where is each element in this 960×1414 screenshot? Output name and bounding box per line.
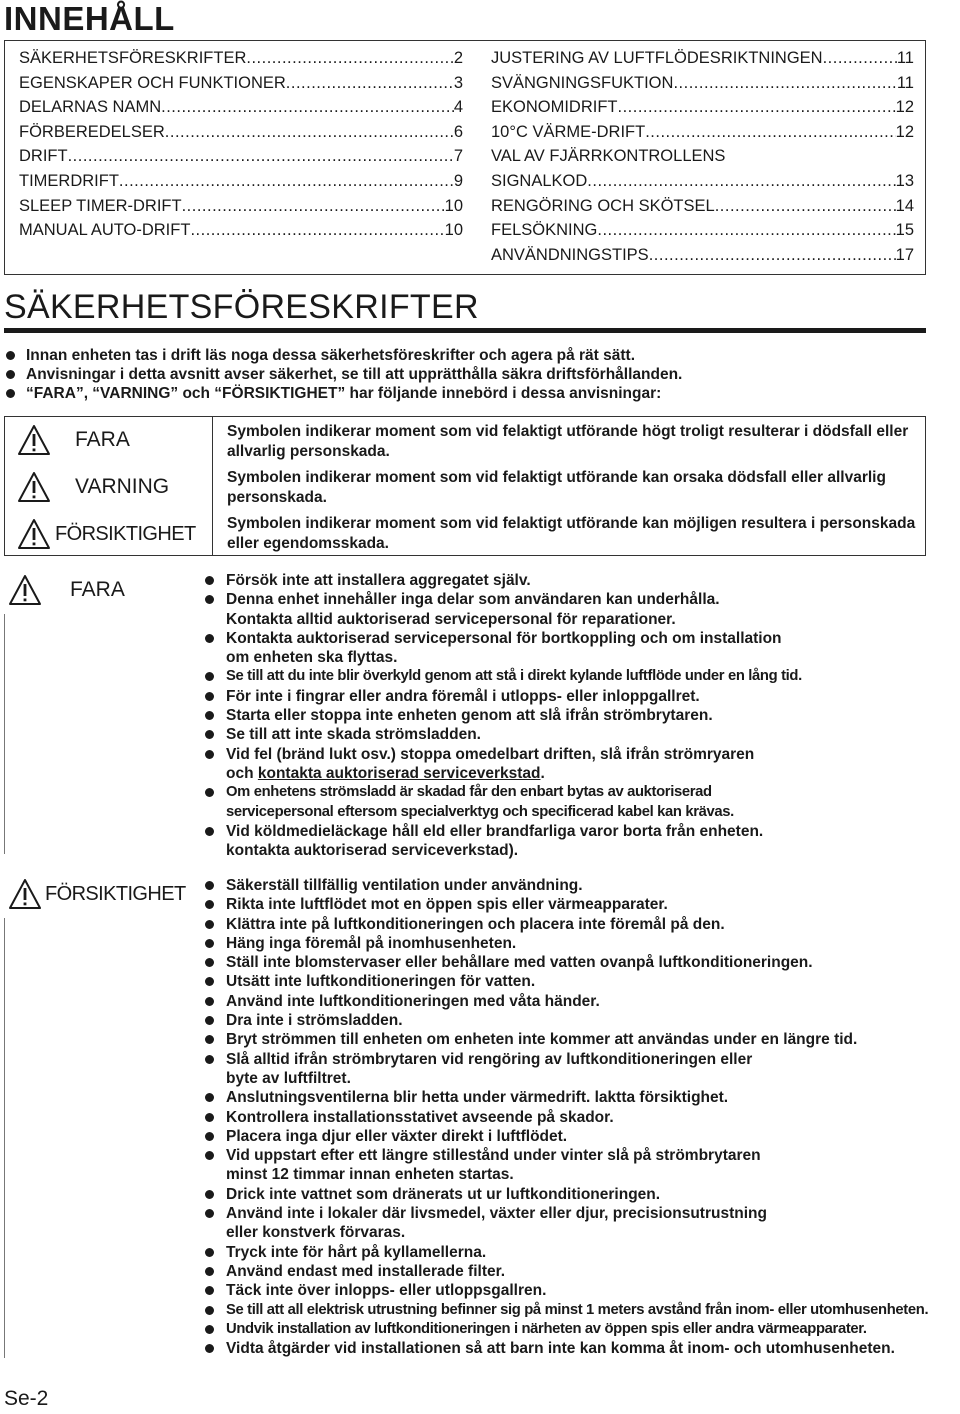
- bullet-icon: [6, 370, 15, 379]
- bullet-icon: [205, 1093, 214, 1102]
- toc-entry: [491, 71, 914, 96]
- list-item-text: Undvik installation av luftkonditioneringen i närheten av öppen spis eller andra värmeapparater.: [226, 1320, 867, 1337]
- list-item: [203, 1281, 928, 1300]
- contents-title: INNEHÅLL: [4, 0, 175, 37]
- warning-triangle-icon: [17, 424, 51, 456]
- list-item: [203, 992, 928, 1011]
- toc-leader-dots: [161, 95, 454, 120]
- table-divider: [212, 417, 213, 555]
- list-item: [203, 1204, 928, 1243]
- bullet-icon: [205, 1190, 214, 1199]
- list-item-text: Vid uppstart efter ett längre stillestånd under vinter slå på strömbrytaren minst 12 timmar innan enheten startas.: [226, 1147, 761, 1184]
- forsiktighet-heading: FÖRSIKTIGHET: [8, 878, 186, 910]
- toc-leader-dots: [190, 218, 444, 243]
- bullet-icon: [205, 1325, 214, 1334]
- list-item-text: Försök inte att installera aggregatet själv.: [226, 572, 531, 589]
- bullet-icon: [205, 977, 214, 986]
- toc-entry: [491, 194, 914, 219]
- list-item: [203, 667, 802, 686]
- toc-entry-title: ANVÄNDNINGSTIPS: [491, 245, 649, 264]
- intro-list: [4, 346, 682, 403]
- bullet-icon: [205, 730, 214, 739]
- warning-triangle-icon: [8, 574, 42, 606]
- toc-entry: [19, 71, 463, 96]
- toc-entry-title: MANUAL AUTO-DRIFT: [19, 221, 191, 240]
- toc-entry-title: RENGÖRING OCH SKÖTSEL: [491, 196, 715, 215]
- list-item-text-part: .: [540, 764, 545, 782]
- warning-triangle-icon: [8, 878, 42, 910]
- list-item: [203, 876, 928, 895]
- toc-entry-title: JUSTERING AV LUFTFLÖDESRIKTNINGEN: [491, 49, 823, 67]
- toc-entry-title: 10°C VÄRME-DRIFT: [491, 122, 646, 141]
- list-item-text: Klättra inte på luftkonditioneringen och placera inte föremål på den.: [226, 915, 725, 933]
- forsiktighet-list: [203, 876, 928, 1358]
- toc-entry: [491, 95, 914, 120]
- list-item: [203, 590, 802, 629]
- list-item-text: Se till att inte skada strömsladden.: [226, 726, 481, 744]
- section-title: SÄKERHETSFÖRESKRIFTER: [4, 288, 479, 326]
- bullet-icon: [205, 900, 214, 909]
- bullet-icon: [205, 672, 214, 681]
- bullet-icon: [205, 920, 214, 929]
- toc-page-number: 10: [444, 196, 463, 215]
- toc-entry-title: SVÄNGNINGSFUKTION: [491, 73, 674, 92]
- bullet-icon: [205, 997, 214, 1006]
- toc-entry: [491, 218, 914, 243]
- list-item: [203, 1185, 928, 1204]
- toc-page-number: 15: [895, 221, 914, 240]
- symbol-legend-table: [4, 416, 926, 556]
- toc-leader-dots: [165, 120, 454, 145]
- list-item-text: Se till att du inte blir överkyld genom att stå i direkt kylande luftflöde under en lång tid.: [226, 668, 802, 685]
- toc-page-number: 2: [453, 49, 463, 67]
- list-item: [203, 687, 802, 706]
- toc-entry-title: TIMERDRIFT: [19, 171, 119, 190]
- list-item-text: Denna enhet innehåller inga delar som användaren kan underhålla. Kontakta alltid auktoriserad servicepersonal för reparationer.: [226, 591, 720, 628]
- fara-list: [203, 571, 802, 860]
- toc-entry: [19, 144, 463, 169]
- toc-entry: [19, 194, 463, 219]
- list-item: [203, 934, 928, 953]
- list-item: [203, 571, 802, 590]
- bullet-icon: [205, 1248, 214, 1257]
- toc-entry-title-cont: SIGNALKOD: [491, 171, 588, 190]
- list-item-text: Drick inte vattnet som dränerats ut ur luftkonditioneringen.: [226, 1185, 661, 1203]
- bullet-icon: [205, 958, 214, 967]
- toc-entry: [491, 120, 914, 145]
- symbol-forsiktighet: FÖRSIKTIGHET: [17, 513, 207, 555]
- list-item: [203, 1243, 928, 1262]
- bullet-icon: [205, 1151, 214, 1160]
- list-item: [203, 915, 928, 934]
- underlined-text: kontakta auktoriserad serviceverkstad: [257, 764, 541, 782]
- symbol-varning: VARNING: [17, 466, 207, 508]
- bullet-icon: [205, 1306, 214, 1315]
- bullet-icon: [205, 1035, 214, 1044]
- list-item: [203, 1127, 928, 1146]
- bullet-icon: [205, 692, 214, 701]
- list-item: [203, 1320, 928, 1339]
- toc-leader-dots: [823, 46, 897, 71]
- list-item: [203, 953, 928, 972]
- bullet-icon: [205, 1055, 214, 1064]
- toc-entry-title: FELSÖKNING: [491, 221, 598, 240]
- list-item-text: Säkerställ tillfällig ventilation under användning.: [226, 877, 583, 894]
- list-item: [203, 629, 802, 668]
- list-item: [203, 1146, 928, 1185]
- toc-entry-title: SLEEP TIMER-DRIFT: [19, 196, 182, 215]
- list-item-text: Vid köldmedieläckage håll eld eller brandfarliga varor borta från enheten. kontakta auktoriserad serviceverkstad).: [226, 822, 764, 860]
- toc-page-number: 17: [895, 245, 914, 264]
- toc-entry-title: EKONOMIDRIFT: [491, 98, 618, 117]
- list-item-text: Täck inte över inlopps- eller utloppsgallren.: [226, 1282, 547, 1300]
- toc-entry: [19, 120, 463, 145]
- list-item-text: Använd endast med installerade filter.: [226, 1262, 506, 1280]
- bullet-icon: [205, 1209, 214, 1218]
- symbol-fara-desc: Symbolen indikerar moment som vid felaktigt utförande högt troligt resulterar i dödsfall eller allvarlig personskada.: [227, 423, 909, 460]
- toc-leader-dots: [182, 194, 445, 219]
- bullet-icon: [205, 1267, 214, 1276]
- toc-page-number: 12: [895, 122, 914, 141]
- toc-entry: [19, 169, 463, 194]
- toc-entry-title: FÖRBEREDELSER: [19, 122, 165, 141]
- list-item: [203, 1088, 928, 1107]
- toc-left-column: [19, 46, 463, 243]
- bullet-icon: [6, 351, 15, 360]
- toc-page-number: 14: [895, 196, 914, 215]
- bullet-icon: [205, 1286, 214, 1295]
- toc-right-column: [491, 46, 914, 267]
- toc-entry: [491, 144, 914, 169]
- list-item: [203, 725, 802, 744]
- toc-page-number: 11: [896, 49, 914, 67]
- fara-heading: FARA: [8, 574, 125, 606]
- list-item: [203, 745, 802, 784]
- bullet-icon: [205, 1344, 214, 1353]
- toc-entry: [491, 243, 914, 268]
- forsiktighet-rule: [4, 918, 5, 1358]
- list-item: [203, 895, 928, 914]
- list-item: [203, 1050, 928, 1089]
- toc-entry-title: EGENSKAPER OCH FUNKTIONER: [19, 73, 286, 92]
- list-item-text: Tryck inte för hårt på kyllamellerna.: [226, 1243, 487, 1261]
- symbol-varning-desc: Symbolen indikerar moment som vid felaktigt utförande kan orsaka dödsfall eller allvarlig personskada.: [227, 469, 886, 506]
- toc-leader-dots: [246, 46, 453, 71]
- toc-leader-dots: [597, 218, 895, 243]
- list-item-text: Kontrollera installationsstativet avseende på skador.: [226, 1108, 614, 1126]
- toc-leader-dots: [715, 194, 896, 219]
- list-item: [203, 1030, 928, 1049]
- list-item-text: Kontakta auktoriserad servicepersonal för bortkoppling och om installation om enheten ska flyttas.: [226, 629, 782, 667]
- bullet-icon: [205, 827, 214, 836]
- list-item: [203, 783, 802, 822]
- toc-entry: [19, 218, 463, 243]
- symbol-fara: FARA: [17, 419, 207, 461]
- bullet-icon: [6, 389, 15, 398]
- toc-entry: [491, 46, 914, 71]
- list-item-text: Använd inte i lokaler där livsmedel, växter eller djur, precisionsutrustning eller konstverk förvaras.: [226, 1205, 767, 1242]
- list-item-text: Bryt strömmen till enheten om enheten inte kommer att användas under en längre tid.: [226, 1031, 858, 1049]
- bullet-icon: [205, 634, 214, 643]
- toc-leader-dots: [649, 243, 896, 268]
- list-item: [203, 1262, 928, 1281]
- bullet-icon: [205, 1016, 214, 1025]
- bullet-icon: [205, 711, 214, 720]
- list-item: [203, 972, 928, 991]
- list-item-text: Dra inte i strömsladden.: [226, 1012, 403, 1030]
- list-item-text: Starta eller stoppa inte enheten genom att slå ifrån strömbrytaren.: [226, 707, 713, 725]
- list-item-text: Om enhetens strömsladd är skadad får den enbart bytas av auktoriserad servicepersonal eftersom specialverktyg och specificerad kabel kan krävas.: [226, 784, 734, 820]
- bullet-icon: [205, 595, 214, 604]
- toc-page-number: 10: [444, 221, 463, 240]
- toc-entry-title: SÄKERHETSFÖRESKRIFTER: [19, 49, 247, 67]
- list-item-text: För inte i fingrar eller andra föremål i utlopps- eller inloppgallret.: [226, 687, 700, 705]
- bullet-icon: [205, 881, 214, 890]
- intro-item: “FARA”, “VARNING” och “FÖRSIKTIGHET” har följande innebörd i dessa anvisningar:: [4, 384, 682, 403]
- toc-page-number: 4: [453, 98, 463, 117]
- intro-item: Innan enheten tas i drift läs noga dessa säkerhetsföreskrifter och agera på rät sätt.: [4, 346, 682, 365]
- list-item: [203, 1108, 928, 1127]
- list-item-text: Anslutningsventilerna blir hetta under värmedrift. laktta försiktighet.: [226, 1089, 729, 1107]
- toc-leader-dots: [673, 71, 896, 96]
- page-number: Se-2: [4, 1387, 49, 1410]
- list-item: [203, 706, 802, 725]
- toc-entry-title: VAL AV FJÄRRKONTROLLENS: [491, 147, 726, 166]
- table-of-contents: [4, 40, 926, 275]
- bullet-icon: [205, 788, 214, 797]
- toc-leader-dots: [119, 169, 454, 194]
- toc-entry-cont: [491, 169, 914, 194]
- toc-page-number: 6: [453, 122, 463, 141]
- list-item-text: Slå alltid ifrån strömbrytaren vid rengöring av luftkonditioneringen eller byte av luftfiltret.: [226, 1050, 753, 1087]
- list-item-text: Använd inte luftkonditioneringen med våta händer.: [226, 992, 600, 1010]
- bullet-icon: [205, 576, 214, 585]
- toc-leader-dots: [645, 120, 895, 145]
- fara-rule: [4, 614, 5, 854]
- toc-leader-dots: [618, 95, 896, 120]
- toc-page-number: 9: [453, 171, 463, 190]
- list-item: [203, 1011, 928, 1030]
- toc-entry-title: DRIFT: [19, 147, 68, 166]
- list-item: [203, 1301, 928, 1320]
- list-item-text: Utsätt inte luftkonditioneringen för vatten.: [226, 973, 536, 991]
- toc-entry: [19, 95, 463, 120]
- toc-page-number: 3: [453, 73, 463, 92]
- list-item-text: Häng inga föremål på inomhusenheten.: [226, 934, 517, 952]
- list-item: [203, 1339, 928, 1358]
- bullet-icon: [205, 939, 214, 948]
- intro-item: Anvisningar i detta avsnitt avser säkerhet, se till att upprätthålla säkra driftsförhållanden.: [4, 365, 682, 384]
- list-item: [203, 822, 802, 861]
- bullet-icon: [205, 750, 214, 759]
- toc-leader-dots: [286, 71, 454, 96]
- toc-page-number: 12: [895, 98, 914, 117]
- toc-page-number: 7: [453, 147, 463, 166]
- list-item-text: Se till att all elektrisk utrustning befinner sig på minst 1 meters avstånd från inom- eller utomhusenheten.: [226, 1301, 929, 1318]
- list-item-text-part: Vid fel (bränd lukt osv.) stoppa omedelbart driften, slå ifrån strömryaren och: [226, 745, 755, 782]
- list-item-text: Rikta inte luftflödet mot en öppen spis eller värmeapparater.: [226, 896, 668, 914]
- section-rule: [4, 328, 926, 333]
- bullet-icon: [205, 1113, 214, 1122]
- warning-triangle-icon: [17, 471, 51, 503]
- bullet-icon: [205, 1132, 214, 1141]
- symbol-forsiktighet-desc: Symbolen indikerar moment som vid felaktigt utförande kan möjligen resultera i personskada eller egendomsskada.: [227, 515, 916, 552]
- list-item-text: Placera inga djur eller växter direkt i luftflödet.: [226, 1127, 568, 1145]
- toc-leader-dots: [587, 169, 895, 194]
- list-item-text: Vidta åtgärder vid installationen så att barn inte kan komma åt inom- och utomhusenheten.: [226, 1340, 895, 1358]
- toc-entry-title: DELARNAS NAMN: [19, 98, 162, 117]
- list-item-text: [226, 745, 754, 784]
- toc-page-number: 13: [895, 171, 914, 190]
- toc-entry: [19, 46, 463, 71]
- warning-triangle-icon: [17, 518, 51, 550]
- list-item-text: Ställ inte blomstervaser eller behållare med vatten ovanpå luftkonditioneringen.: [226, 954, 813, 972]
- toc-leader-dots: [68, 144, 454, 169]
- toc-page-number: 11: [896, 73, 914, 92]
